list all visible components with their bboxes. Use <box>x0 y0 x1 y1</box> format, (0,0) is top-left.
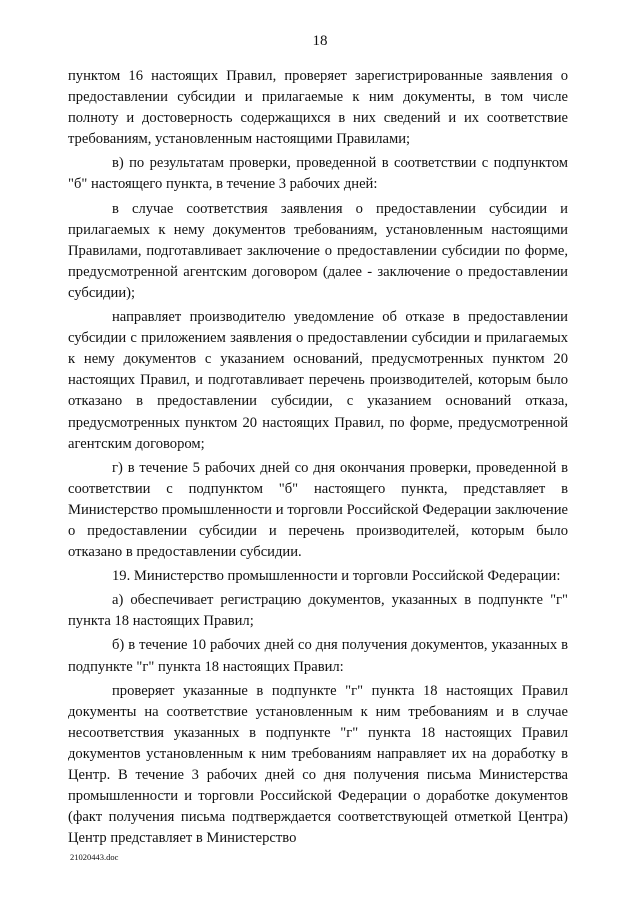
paragraph-subitem-v: в) по результатам проверки, проведенной в соответствии с подпунктом "б" настоящего пункта, в течение 3 рабочих дней: <box>68 155 568 193</box>
paragraph-item-19: 19. Министерство промышленности и торговли Российской Федерации: <box>112 568 561 585</box>
paragraph-subitem-a: а) обеспечивает регистрацию документов, указанных в подпункте "г" пункта 18 настоящих Правил; <box>68 592 568 630</box>
paragraph-continuation: пунктом 16 настоящих Правил, проверяет зарегистрированные заявления о предоставлении субсидии и прилагаемые к ним документы, в том числе полноту и достоверность содержащихся в них сведений и их соответствие требованиям, установленным настоящими Правилами; <box>68 68 568 148</box>
paragraph-subitem-b: б) в течение 10 рабочих дней со дня получения документов, указанных в подпункте "г" пункта 18 настоящих Правил: <box>68 637 568 675</box>
footer-filename: 21020443.doc <box>70 852 119 862</box>
document-body <box>68 66 568 849</box>
paragraph-refusal-notice: направляет производителю уведомление об отказе в предоставлении субсидии с приложением заявления о предоставлении субсидии и прилагаемых к нему документов с указанием оснований, предусмотренных пунктом 20 настоящих Правил, и подготавливает перечень производителей, которым было отказано в предоставлении субсидии, с указанием оснований отказа, предусмотренных пунктом 20 настоящих Правил, по форме, предусмотренной агентским договором; <box>68 309 568 452</box>
page-number: 18 <box>312 33 328 49</box>
paragraph-conclusion: в случае соответствия заявления о предоставлении субсидии и прилагаемых к нему документов требованиям, установленным настоящими Правилами, подготавливает заключение о предоставлении субсидии по форме, предусмотренной агентским договором (далее - заключение о предоставлении субсидии); <box>68 200 568 301</box>
paragraph-document-check: проверяет указанные в подпункте "г" пункта 18 настоящих Правил документы на соответствие установленным к ним требованиям и в случае несоответствия указанных в подпункте "г" пункта 18 настоящих Правил документов установленным к ним требованиям направляет их на доработку в Центр. В течение 3 рабочих дней со дня получения письма Министерства промышленности и торговли Российской Федерации о доработке документов (факт получения письма подтверждается соответствующей отметкой Центра) Центр представляет в Министерство <box>68 682 568 847</box>
paragraph-subitem-g: г) в течение 5 рабочих дней со дня окончания проверки, проведенной в соответствии с подпунктом "б" настоящего пункта, представляет в Министерство промышленности и торговли Российской Федерации заключение о предоставлении субсидии и перечень производителей, которым было отказано в предоставлении субсидии. <box>68 459 568 561</box>
